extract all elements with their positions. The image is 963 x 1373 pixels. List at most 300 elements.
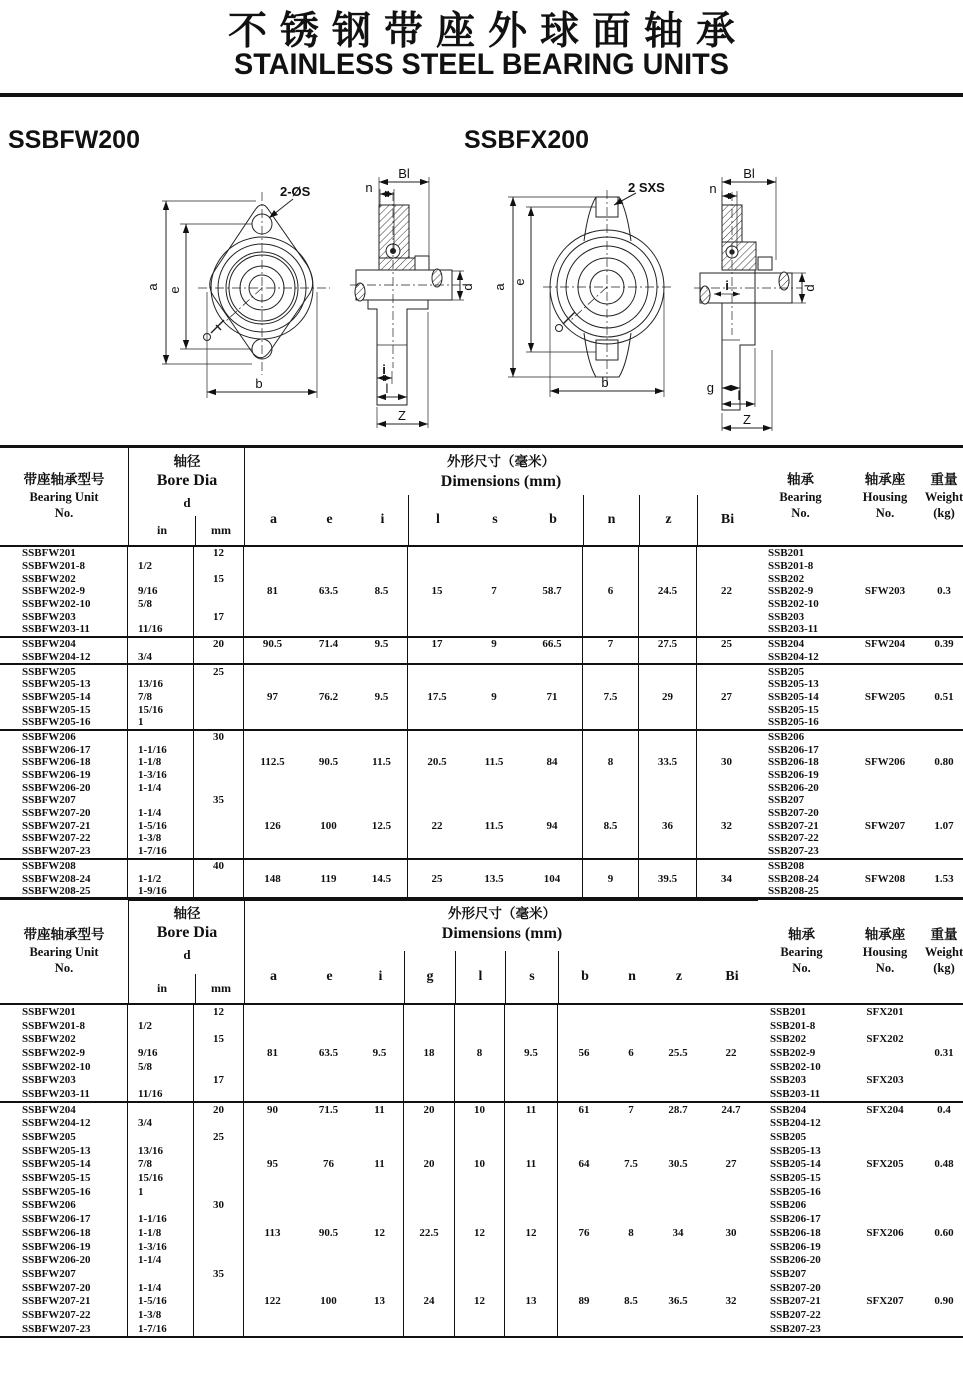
cell-b <box>522 678 583 691</box>
header-bearing-unit-no: 带座轴承型号 Bearing Unit No. <box>23 472 105 521</box>
fx-side-dim-d-label: d <box>802 284 817 292</box>
cell-n <box>583 678 639 691</box>
cell-z <box>639 598 697 611</box>
cell-a: 148 <box>264 872 281 885</box>
cell-s <box>505 1308 558 1322</box>
cell-bore-in <box>128 665 194 678</box>
cell-i: 8.5 <box>356 585 408 598</box>
cell-i <box>356 860 408 873</box>
cell-housing-no: SFX206 <box>866 1226 904 1239</box>
cell-e: 100 <box>320 1295 337 1308</box>
cell-bore-mm: 35 <box>194 1267 244 1281</box>
cell-z: 24.5 <box>639 585 697 598</box>
cell-z <box>639 610 697 623</box>
cell-a <box>244 610 301 623</box>
cell-b <box>558 1117 610 1131</box>
cell-b <box>522 743 583 756</box>
cell-n: 8.5 <box>624 1295 638 1308</box>
cell-model: SSBFW205-13 <box>0 678 128 691</box>
cell-weight <box>925 598 963 611</box>
cell-s <box>505 1199 558 1213</box>
cell-s: 11.5 <box>484 819 504 832</box>
cell-l <box>455 1322 505 1336</box>
cell-n <box>610 1308 652 1322</box>
header-bearing-no: 轴承 Bearing No. <box>780 927 823 976</box>
cell-s <box>505 1005 558 1019</box>
table-row-group <box>0 731 963 860</box>
cell-bore-mm: 15 <box>194 572 244 585</box>
cell-s <box>505 1117 558 1131</box>
cell-bore-mm <box>194 1144 244 1158</box>
cell-s: 13 <box>505 1294 558 1308</box>
cell-z <box>639 807 697 820</box>
cell-weight <box>925 1130 963 1144</box>
cell-bore-mm <box>194 872 244 885</box>
cell-bore-mm: 12 <box>194 547 244 560</box>
cell-bearing-no: SSB205 <box>768 665 805 678</box>
fw-side-dim-d-label: d <box>460 283 475 291</box>
cell-g <box>404 1060 455 1074</box>
cell-bi <box>697 885 756 898</box>
cell-bore-mm <box>194 819 244 832</box>
cell-b <box>558 1281 610 1295</box>
cell-b <box>522 610 583 623</box>
cell-model: SSBFW206 <box>0 1199 128 1213</box>
cell-weight: 0.3 <box>937 585 951 598</box>
cell-bi: 32 <box>721 819 732 832</box>
cell-bore-mm <box>194 1294 244 1308</box>
cell-bore-mm: 30 <box>194 731 244 744</box>
cell-model: SSBFW201 <box>0 1005 128 1019</box>
cell-s <box>466 703 522 716</box>
cell-weight <box>925 572 963 585</box>
cell-b <box>522 665 583 678</box>
cell-bi: 30 <box>725 1226 737 1239</box>
dim-letter-a: a <box>270 969 277 984</box>
cell-housing-no: SFW205 <box>864 690 906 703</box>
cell-g <box>404 1253 455 1267</box>
cell-l: 25 <box>431 872 443 885</box>
cell-bore-in <box>128 547 194 560</box>
cell-bore-in: 1-9/16 <box>128 885 194 898</box>
cell-i <box>356 1019 404 1033</box>
cell-bi: 34 <box>721 872 732 885</box>
cell-model: SSBFW207-20 <box>0 807 128 820</box>
cell-weight <box>925 678 963 691</box>
cell-housing-no <box>845 845 925 858</box>
cell-n: 8.5 <box>583 819 639 832</box>
cell-model: SSBFW205 <box>0 665 128 678</box>
cell-weight <box>925 1199 963 1213</box>
cell-l: 17 <box>431 638 443 651</box>
fw-side-dim-bi-label: Bl <box>398 166 410 181</box>
cell-l <box>408 769 466 782</box>
cell-e <box>301 769 356 782</box>
cell-housing-no <box>845 769 925 782</box>
cell-l <box>408 807 466 820</box>
figure-label-ssbfw200: SSBFW200 <box>8 126 140 154</box>
cell-bore-mm <box>194 691 244 704</box>
cell-a <box>244 1308 301 1322</box>
cell-z: 33.5 <box>639 756 697 769</box>
cell-bearing-no: SSB205-13 <box>770 1144 821 1157</box>
cell-model: SSBFW204 <box>0 1103 128 1117</box>
table-row-group <box>0 1103 963 1338</box>
cell-weight <box>925 1073 963 1087</box>
cell-bi <box>697 610 756 623</box>
cell-n <box>583 651 639 664</box>
cell-g: 20 <box>404 1103 455 1117</box>
cell-s <box>466 623 522 636</box>
cell-n <box>610 1212 652 1226</box>
cell-l: 20.5 <box>427 756 447 769</box>
cell-i: 12.5 <box>356 819 408 832</box>
cell-bore-in: 1 <box>128 1185 194 1199</box>
cell-e <box>301 547 356 560</box>
cell-b <box>558 1032 610 1046</box>
cell-g <box>404 1144 455 1158</box>
cell-bore-in: 15/16 <box>128 1171 194 1185</box>
cell-bore-mm <box>194 832 244 845</box>
cell-bi <box>704 1087 758 1101</box>
cell-bearing-no: SSB206-20 <box>770 1254 821 1267</box>
dim-letter-e: e <box>326 969 333 984</box>
cell-model: SSBFW204 <box>0 638 128 651</box>
cell-l <box>408 610 466 623</box>
cell-model: SSBFW205-16 <box>0 716 128 729</box>
cell-l <box>408 547 466 560</box>
cell-bearing-no: SSB207-23 <box>770 1322 821 1335</box>
cell-bore-in: 1-1/8 <box>128 1226 194 1240</box>
cell-l <box>408 885 466 898</box>
cell-bore-mm: 17 <box>194 1073 244 1087</box>
cell-l <box>455 1308 505 1322</box>
cell-n <box>583 832 639 845</box>
cell-bi <box>697 832 756 845</box>
cell-housing-no <box>845 885 925 898</box>
cell-i <box>356 572 408 585</box>
cell-weight <box>925 560 963 573</box>
header-dimensions: 外形尺寸（毫米） Dimensions (mm) a e i g l s b n z Bi <box>244 900 759 1003</box>
cell-housing-no <box>845 1046 925 1060</box>
cell-a <box>244 547 301 560</box>
cell-bore-mm <box>194 623 244 636</box>
cell-i <box>356 832 408 845</box>
cell-bore-in: 9/16 <box>128 1046 194 1060</box>
cell-housing-no: SFX201 <box>866 1005 904 1018</box>
cell-a <box>244 885 301 898</box>
cell-g <box>404 1087 455 1101</box>
cell-e: 90.5 <box>318 1226 339 1239</box>
dim-letter-s: s <box>492 512 498 527</box>
cell-e: 71.5 <box>318 1103 339 1116</box>
header-housing-no: 轴承座 Housing No. <box>862 472 908 521</box>
cell-bi: 22 <box>721 585 732 598</box>
cell-z <box>639 845 697 858</box>
cell-housing-no: SFX203 <box>866 1074 904 1087</box>
cell-weight <box>925 610 963 623</box>
cell-model: SSBFW202-10 <box>0 1060 128 1074</box>
cell-e: 100 <box>320 819 337 832</box>
cell-weight <box>925 1019 963 1033</box>
table-ssbfw-dimensions <box>0 445 963 900</box>
cell-b <box>522 560 583 573</box>
cell-model: SSBFW205-13 <box>0 1144 128 1158</box>
cell-bearing-no: SSB202-9 <box>770 1046 816 1059</box>
cell-l <box>455 1199 505 1213</box>
cell-l <box>408 743 466 756</box>
cell-n: 7 <box>583 638 639 651</box>
cell-housing-no <box>845 1267 925 1281</box>
cell-z <box>652 1212 704 1226</box>
cell-i <box>356 598 408 611</box>
cell-s <box>505 1281 558 1295</box>
cell-bearing-no: SSB208 <box>768 859 805 872</box>
cell-l: 10 <box>455 1103 505 1117</box>
cell-l <box>408 860 466 873</box>
cell-n <box>583 572 639 585</box>
cell-housing-no <box>845 703 925 716</box>
cell-i <box>356 610 408 623</box>
cell-z <box>639 651 697 664</box>
cell-i <box>356 807 408 820</box>
cell-bi <box>697 678 756 691</box>
cell-n <box>610 1130 652 1144</box>
cell-b <box>558 1060 610 1074</box>
dim-letter-g: g <box>405 951 456 1003</box>
cell-i <box>356 731 408 744</box>
cell-n <box>583 703 639 716</box>
header-dimensions: 外形尺寸（毫米） Dimensions (mm) a e i l s b n z Bi <box>244 448 757 545</box>
cell-bearing-no: SSB206 <box>768 730 805 743</box>
page-title-english: STAINLESS STEEL BEARING UNITS <box>234 48 729 81</box>
cell-i <box>356 1253 404 1267</box>
cell-bore-in <box>128 1199 194 1213</box>
cell-b <box>522 547 583 560</box>
cell-l <box>408 781 466 794</box>
cell-housing-no <box>845 1322 925 1336</box>
cell-s <box>505 1144 558 1158</box>
cell-bearing-no: SSB205-13 <box>768 678 819 691</box>
cell-bore-in: 1-3/16 <box>128 1240 194 1254</box>
cell-i: 12 <box>356 1226 404 1240</box>
cell-e <box>301 1060 356 1074</box>
cell-bi <box>697 794 756 807</box>
cell-bore-mm: 20 <box>194 638 244 651</box>
cell-bi <box>704 1322 758 1336</box>
cell-weight <box>925 1212 963 1226</box>
cell-bore-in <box>128 638 194 651</box>
cell-n <box>583 610 639 623</box>
cell-model: SSBFW201 <box>0 547 128 560</box>
cell-s: 12 <box>505 1226 558 1240</box>
cell-housing-no <box>845 731 925 744</box>
cell-bore-in: 1 <box>128 716 194 729</box>
cell-a <box>244 832 301 845</box>
cell-bearing-no: SSB202-10 <box>770 1060 821 1073</box>
dim-letter-l: l <box>436 512 440 527</box>
cell-g <box>404 1019 455 1033</box>
cell-bore-mm <box>194 781 244 794</box>
cell-bi <box>704 1060 758 1074</box>
cell-b: 64 <box>578 1158 590 1171</box>
cell-i <box>356 678 408 691</box>
cell-b <box>558 1240 610 1254</box>
cell-b <box>558 1171 610 1185</box>
cell-bearing-no: SSB203-11 <box>770 1087 821 1100</box>
cell-a <box>244 1171 301 1185</box>
cell-b <box>558 1212 610 1226</box>
cell-housing-no <box>845 794 925 807</box>
cell-bore-in: 1-1/2 <box>128 872 194 885</box>
cell-e <box>301 651 356 664</box>
cell-i: 9.5 <box>356 691 408 704</box>
header-bore-dia: 轴径 Bore Dia d in mm <box>128 900 245 1003</box>
cell-z <box>652 1199 704 1213</box>
cell-e <box>301 1087 356 1101</box>
cell-n <box>610 1253 652 1267</box>
cell-model: SSBFW207-21 <box>0 1294 128 1308</box>
cell-a <box>244 1087 301 1101</box>
cell-model: SSBFW206-17 <box>0 743 128 756</box>
header-in: in <box>156 523 167 537</box>
cell-l <box>455 1212 505 1226</box>
cell-bearing-no: SSB202 <box>770 1033 807 1046</box>
cell-l <box>455 1073 505 1087</box>
cell-l <box>455 1185 505 1199</box>
cell-bi <box>697 547 756 560</box>
cell-b <box>522 703 583 716</box>
cell-bi <box>704 1171 758 1185</box>
cell-bore-in: 1-1/4 <box>128 1253 194 1267</box>
cell-bearing-no: SSB205-15 <box>770 1172 821 1185</box>
cell-bore-mm <box>194 651 244 664</box>
cell-model: SSBFW205-16 <box>0 1185 128 1199</box>
fx-front-dim-b-label: b <box>601 375 609 390</box>
cell-z <box>639 572 697 585</box>
cell-n <box>583 665 639 678</box>
cell-weight <box>925 1087 963 1101</box>
cell-model: SSBFW206-19 <box>0 769 128 782</box>
cell-l: 15 <box>431 585 443 598</box>
cell-bore-in: 1-3/16 <box>128 769 194 782</box>
cell-bore-mm <box>194 1322 244 1336</box>
cell-bi <box>704 1073 758 1087</box>
cell-bore-in: 7/8 <box>128 1158 194 1172</box>
cell-housing-no <box>845 651 925 664</box>
cell-bore-mm <box>194 1171 244 1185</box>
cell-weight <box>925 703 963 716</box>
cell-weight <box>925 547 963 560</box>
cell-a <box>244 1144 301 1158</box>
cell-weight <box>925 1117 963 1131</box>
cell-weight <box>925 1185 963 1199</box>
cell-b <box>522 794 583 807</box>
cell-bore-in: 3/4 <box>128 1117 194 1131</box>
cell-s: 7 <box>491 585 497 598</box>
cell-bore-in: 1-3/8 <box>128 1308 194 1322</box>
cell-z <box>639 547 697 560</box>
cell-housing-no <box>845 1308 925 1322</box>
cell-bore-mm: 25 <box>194 665 244 678</box>
cell-b <box>522 807 583 820</box>
cell-e <box>301 807 356 820</box>
cell-bore-in <box>128 1130 194 1144</box>
cell-weight: 0.4 <box>937 1103 951 1116</box>
cell-l: 10 <box>455 1158 505 1172</box>
cell-n <box>583 731 639 744</box>
cell-z: 29 <box>639 691 697 704</box>
cell-a <box>244 1240 301 1254</box>
cell-i <box>356 651 408 664</box>
cell-s <box>505 1130 558 1144</box>
cell-housing-no <box>845 610 925 623</box>
cell-b <box>522 860 583 873</box>
cell-z <box>639 665 697 678</box>
cell-bore-in <box>128 572 194 585</box>
header-mm: mm <box>195 516 246 545</box>
cell-bore-mm <box>194 769 244 782</box>
cell-b <box>522 845 583 858</box>
cell-housing-no <box>845 1253 925 1267</box>
cell-bearing-no: SSB201 <box>770 1005 807 1018</box>
cell-l <box>455 1253 505 1267</box>
cell-s <box>466 781 522 794</box>
cell-a <box>244 743 301 756</box>
cell-i <box>356 547 408 560</box>
cell-n <box>583 743 639 756</box>
dim-letter-b: b <box>581 969 589 984</box>
cell-bore-in: 1/2 <box>128 560 194 573</box>
cell-s <box>466 832 522 845</box>
header-d: d <box>183 947 191 962</box>
cell-z <box>639 703 697 716</box>
cell-bore-in: 1-7/16 <box>128 845 194 858</box>
cell-i <box>356 560 408 573</box>
fx-front-dim-a-label: a <box>492 283 507 291</box>
cell-n: 8 <box>583 756 639 769</box>
cell-housing-no: SFW207 <box>864 819 906 832</box>
cell-bi <box>704 1117 758 1131</box>
cell-e: 71.4 <box>318 638 339 651</box>
cell-l <box>455 1130 505 1144</box>
cell-bi: 27 <box>721 690 732 703</box>
cell-bore-in: 1-7/16 <box>128 1322 194 1336</box>
cell-a <box>244 1253 301 1267</box>
cell-e <box>301 716 356 729</box>
cell-bi <box>704 1199 758 1213</box>
cell-n <box>583 781 639 794</box>
cell-b <box>558 1144 610 1158</box>
cell-i <box>356 1267 404 1281</box>
cell-bi <box>704 1253 758 1267</box>
cell-e: 76 <box>323 1158 334 1171</box>
cell-bore-in: 1-1/16 <box>128 1212 194 1226</box>
cell-e <box>301 860 356 873</box>
cell-l: 17.5 <box>427 690 447 703</box>
cell-bore-in: 11/16 <box>128 1087 194 1101</box>
cell-a <box>244 703 301 716</box>
cell-e <box>301 832 356 845</box>
cell-bore-in: 15/16 <box>128 703 194 716</box>
cell-z <box>652 1322 704 1336</box>
cell-n <box>610 1322 652 1336</box>
cell-n <box>610 1032 652 1046</box>
cell-weight <box>925 1032 963 1046</box>
cell-b <box>558 1308 610 1322</box>
cell-bore-mm: 15 <box>194 1032 244 1046</box>
cell-bearing-no: SSB205-14 <box>770 1158 821 1171</box>
